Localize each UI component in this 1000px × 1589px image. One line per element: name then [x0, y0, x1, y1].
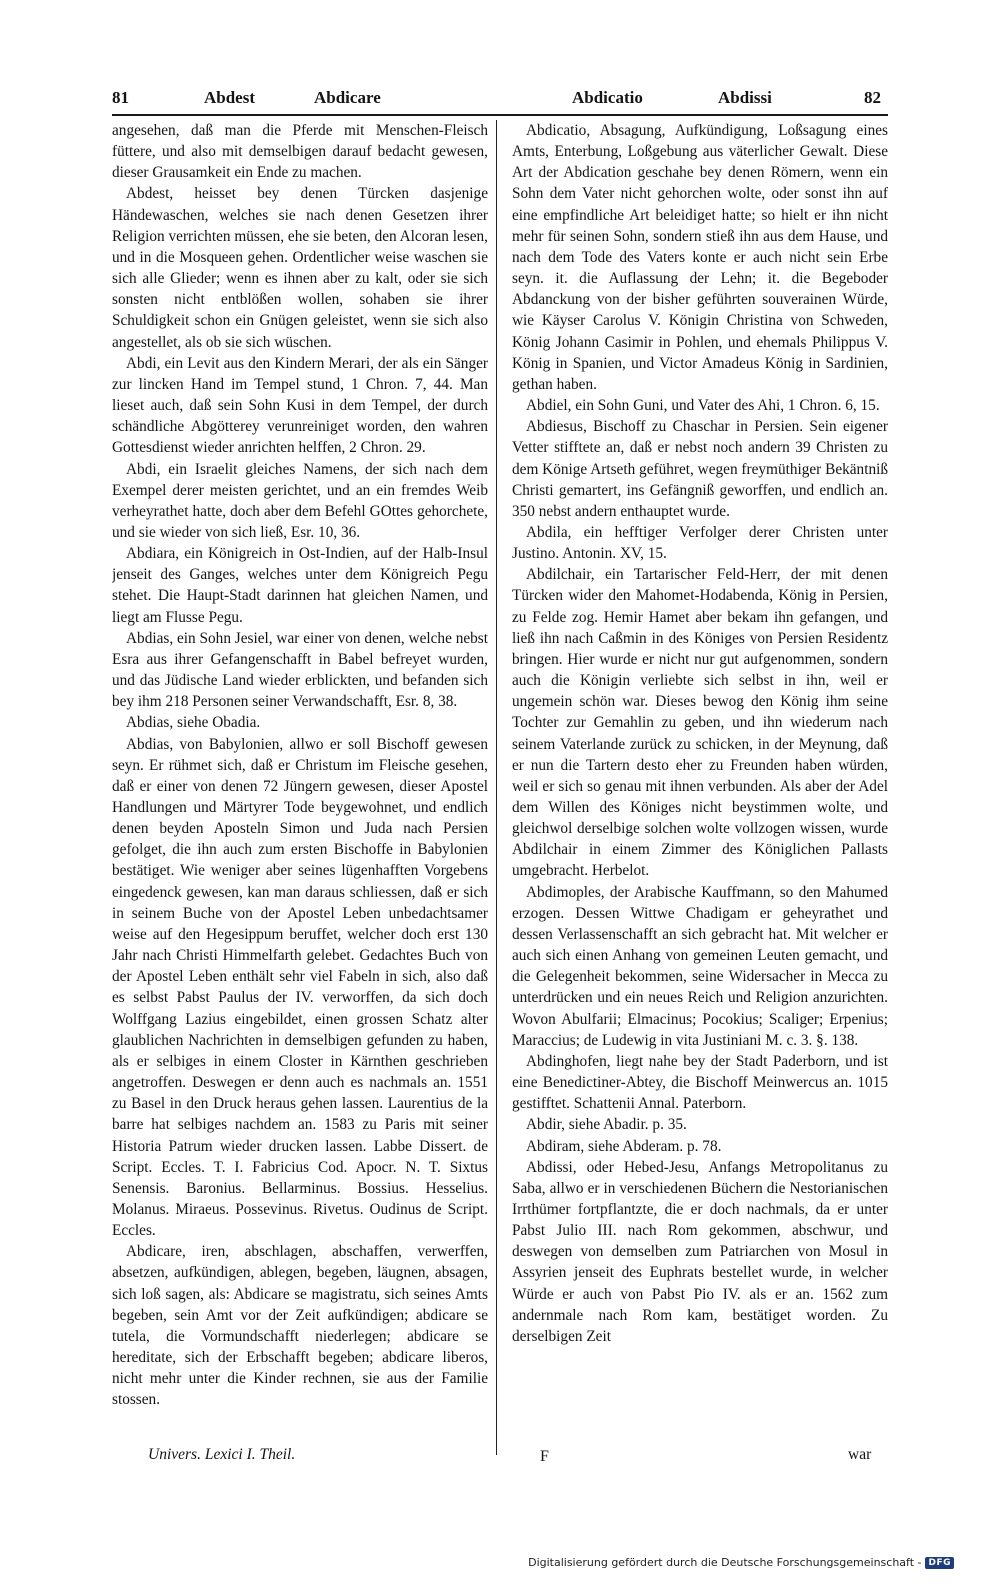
signature-mark: F	[540, 1448, 549, 1465]
entry-abdi-2: Abdi, ein Israelit gleiches Namens, der sich nach dem Exempel derer meisten gerichtet, und an ein fremdes Weib verheyrathet hatte, doch aber dem Befehl GOttes gehorchete, und sie wieder von sich ließ, Esr. 10, 36.	[112, 460, 488, 541]
guide-word-right-1: Abdicatio	[572, 88, 643, 107]
entry-abdias-3: Abdias, von Babylonien, allwo er soll Bischoff gewesen seyn. Er rühmet sich, daß er Christum im Fleische gesehen, daß er einer von denen 72 Jüngern gewesen, dieser Apostel Handlungen und Märtyrer Tode beygewohnet, und endlich denen beyden Aposteln Simon und Juda nach Persien gefolget, die ihn auch zum ersten Bischoffe in Babylonien bestätiget. Wie weniger aber seines lügenhafften Vorgebens eingedenck gewesen, kan man daraus schliessen, daß er sich in seinem Buche von der Apostel Leben unbedachtsamer weise auf den Hegesippum beruffet, welcher doch erst 130 Jahr nach Christi Himmelfarth gelebet. Gedachtes Buch von der Apostel Leben enthält sehr viel Fabeln in sich, also daß es selbst Pabst Paulus der IV. verworffen, da sich doch Wolffgang Lazius eingebildet, einen grossen Schatz alter glaublichen Nachrichten in demselbigen gefunden zu haben, als er selbiges in einem Closter in Kärnthen geschrieben angetroffen. Deswegen er denn auch es nachmals an. 1551 zu Basel in den Druck heraus gehen lassen. Laurentius de la barre hat selbiges nachdem an. 1583 zu Paris mit seiner Historia Patrum wieder drucken lassen. Labbe Dissert. de Script. Eccles. T. I. Fabricius Cod. Apocr. N. T. Sixtus Senensis. Baronius. Bellarminus. Bossius. Hesselius. Molanus. Miraeus. Possevinus. Rivetus. Oudinus de Script. Eccles.	[112, 735, 488, 1240]
credit-text: Digitalisierung gefördert durch die Deutsche Forschungsgemeinschaft -	[528, 1556, 922, 1569]
guide-word-right-2: Abdissi	[718, 88, 772, 107]
entry-abdir: Abdir, siehe Abadir. p. 35.	[526, 1116, 687, 1134]
right-column	[512, 120, 888, 1468]
guide-word-left-2: Abdicare	[314, 88, 381, 107]
column-divider	[496, 120, 497, 1455]
entry-abdilchair: Abdilchair, ein Tartarischer Feld-Herr, der mit denen Türcken wider den Mahomet-Hodabenda, König in Persien, zu Felde zog. Hemir Hamet aber bekam ihn gefangen, und ließ ihn nach Caßmin in des Königes von Persien Residentz bringen. Hier wurde er nicht nur gut aufgenommen, sondern auch die Königin verliebte sich selbst in ihn, weil er ungemein schön war. Dieses bewog den König ihm seine Tochter zur Gemahlin zu geben, und ihn wiederum nach seinem Vaterlande zurück zu schicken, in der Meynung, daß er nun die Tartern desto eher zu Freunden haben würden, weil er sich so genau mit ihnen verbunden. Als aber der Adel dem Willen des Königes nicht beystimmen wolte, und gleichwol derselbige solchen wolte vollzogen wissen, wurde Abdilchair in einem Zimmer des Königlichen Pallasts umgebracht. Herbelot.	[512, 566, 888, 880]
entry-abdest: Abdest, heisset bey denen Türcken dasjenige Händewaschen, welches sie nach denen Gesetzen ihrer Religion verrichten müssen, ehe sie beten, den Alcoran lesen, und in die Mosqueen gehen. Ordentlicher weise waschen sie sich alle Glieder; wenn es ihnen aber zu kalt, oder sie sich sonsten nicht entblößen wollen, sohaben sie ihrer Schuldigkeit schon ein Gnügen geleistet, wenn sie sich also angestellet, als ob sie sich wüschen.	[112, 185, 488, 351]
entry-abdiesus: Abdiesus, Bischoff zu Chaschar in Persien. Sein eigener Vetter stifftete an, daß er nebst noch andern 39 Christen zu dem Könige Artseth geführet, wegen freymüthiger Bekäntniß Christi gemartert, ins Gefängniß geworffen, und endlich an. 350 nebst andern enthauptet wurde.	[512, 418, 888, 520]
entry-abdicatio: Abdicatio, Absagung, Aufkündigung, Loßsagung eines Amts, Enterbung, Loßgebung aus väterlicher Gewalt. Diese Art der Abdication geschahe bey denen Römern, wenn ein Sohn dem Vater nicht gehorchen wolte, oder sonst ihn auf eine empfindliche Art beleidiget hatte; so hielt er ihn nicht mehr für seinen Sohn, sondern stieß ihn aus dem Hause, und nach dem Tode des Vaters konte er auch nicht sein Erbe seyn. it. die Auflassung der Lehn; it. die Begeboder Abdanckung von der bisher geführten souverainen Würde, wie Käyser Carolus V. Königin Christina von Schweden, König Johann Casimir in Pohlen, und ehemals Philippus V. König in Spanien, und Victor Amadeus König in Sardinien, gethan haben.	[512, 122, 888, 393]
entry-paragraph: angesehen, daß man die Pferde mit Menschen-Fleisch füttere, und also mit demselbigen darauf bedacht gewesen, dieser Grausamkeit ein Ende zu machen.	[112, 122, 488, 182]
entry-abdiram: Abdiram, siehe Abderam. p. 78.	[526, 1137, 722, 1155]
entry-abdicare: Abdicare, iren, abschlagen, abschaffen, verwerffen, absetzen, aufkündigen, ablegen, begeben, läugnen, absagen, sich loß sagen, als: Abdicare se magistratu, sich seines Amts begeben, sein Amt vor der Zeit aufkündigen; abdicare se tutela, die Vormundschafft niederlegen; abdicare se hereditate, sich der Erbschafft begeben; abdicare liberos, nicht mehr unter die Kinder rechnen, sie aus der Familie stossen.	[112, 1243, 488, 1409]
entry-abdinghofen: Abdinghofen, liegt nahe bey der Stadt Paderborn, und ist eine Benedictiner-Abtey, die Bischoff Meinwercus an. 1015 gestifftet. Schattenii Annal. Paterborn.	[512, 1052, 888, 1113]
entry-abdias-2: Abdias, siehe Obadia.	[126, 714, 261, 732]
digitization-credit	[528, 1556, 954, 1569]
header-rule	[112, 114, 888, 116]
page-number-right: 82	[864, 88, 881, 107]
volume-signature: Univers. Lexici I. Theil.	[148, 1446, 296, 1463]
catchword: war	[848, 1446, 872, 1463]
entry-abdimoples: Abdimoples, der Arabische Kauffmann, so den Mahumed erzogen. Dessen Wittwe Chadigam er geheyrathet und dessen Verlassenschafft an sich gebracht hat. Mit welcher er auch sich einen Anhang von gemeinen Leuten gemacht, und die Gelegenheit bekommen, seine Widersacher in Mecca zu unterdrücken und ein neues Reich und Religion anzurichten. Wovon Abulfarii; Elmacinus; Pocokius; Scaliger; Erpenius; Maraccius; de Ludewig in vita Justiniani M. c. 3. §. 138.	[512, 883, 888, 1049]
entry-abdissi: Abdissi, oder Hebed-Jesu, Anfangs Metropolitanus zu Saba, allwo er in verschiedenen Büchern die Nestorianischen Irrthümer fortpflantzte, die er doch nachmals, da er unter Pabst Julio III. nach Rom gekommen, abschwur, und deswegen von demselben zum Patriarchen von Mosul in Assyrien jenseit des Euphrats bestellet wurde, in welcher Würde er auch von Pabst Pio IV. als er an. 1562 zum andernmale nach Rom kam, bestätiget worden. Zu derselbigen Zeit	[512, 1158, 888, 1345]
entry-abdi-1: Abdi, ein Levit aus den Kindern Merari, der als ein Sänger zur lincken Hand im Tempel stund, 1 Chron. 7, 44. Man lieset auch, daß sein Sohn Kusi in dem Tempel, der durch schändliche Abgötterey verunreiniget worden, den wahren Gottesdienst wieder anrichten helffen, 2 Chron. 29.	[112, 354, 488, 457]
entry-abdila: Abdila, ein hefftiger Verfolger derer Christen unter Justino. Antonin. XV, 15.	[512, 523, 888, 563]
guide-word-left-1: Abdest	[204, 88, 256, 107]
left-column	[112, 120, 488, 1468]
entry-abdias-1: Abdias, ein Sohn Jesiel, war einer von denen, welche nebst Esra aus ihrer Gefangenschafft in Babel befreyet wurden, und das Jüdische Land wieder erblickten, und befanden sich bey ihm 218 Personen seiner Verwandschafft, Esr. 8, 38.	[112, 629, 488, 711]
running-header	[112, 86, 886, 112]
page-number-left: 81	[112, 88, 129, 107]
dfg-logo-icon: DFG	[925, 1557, 954, 1569]
entry-abdiel: Abdiel, ein Sohn Guni, und Vater des Ahi, 1 Chron. 6, 15.	[526, 397, 880, 415]
entry-abdiara: Abdiara, ein Königreich in Ost-Indien, auf der Halb-Insul jenseit des Ganges, welches unter dem Königreich Pegu stehet. Die Haupt-Stadt darinnen hat gleichen Namen, und liegt am Flusse Pegu.	[112, 545, 488, 626]
